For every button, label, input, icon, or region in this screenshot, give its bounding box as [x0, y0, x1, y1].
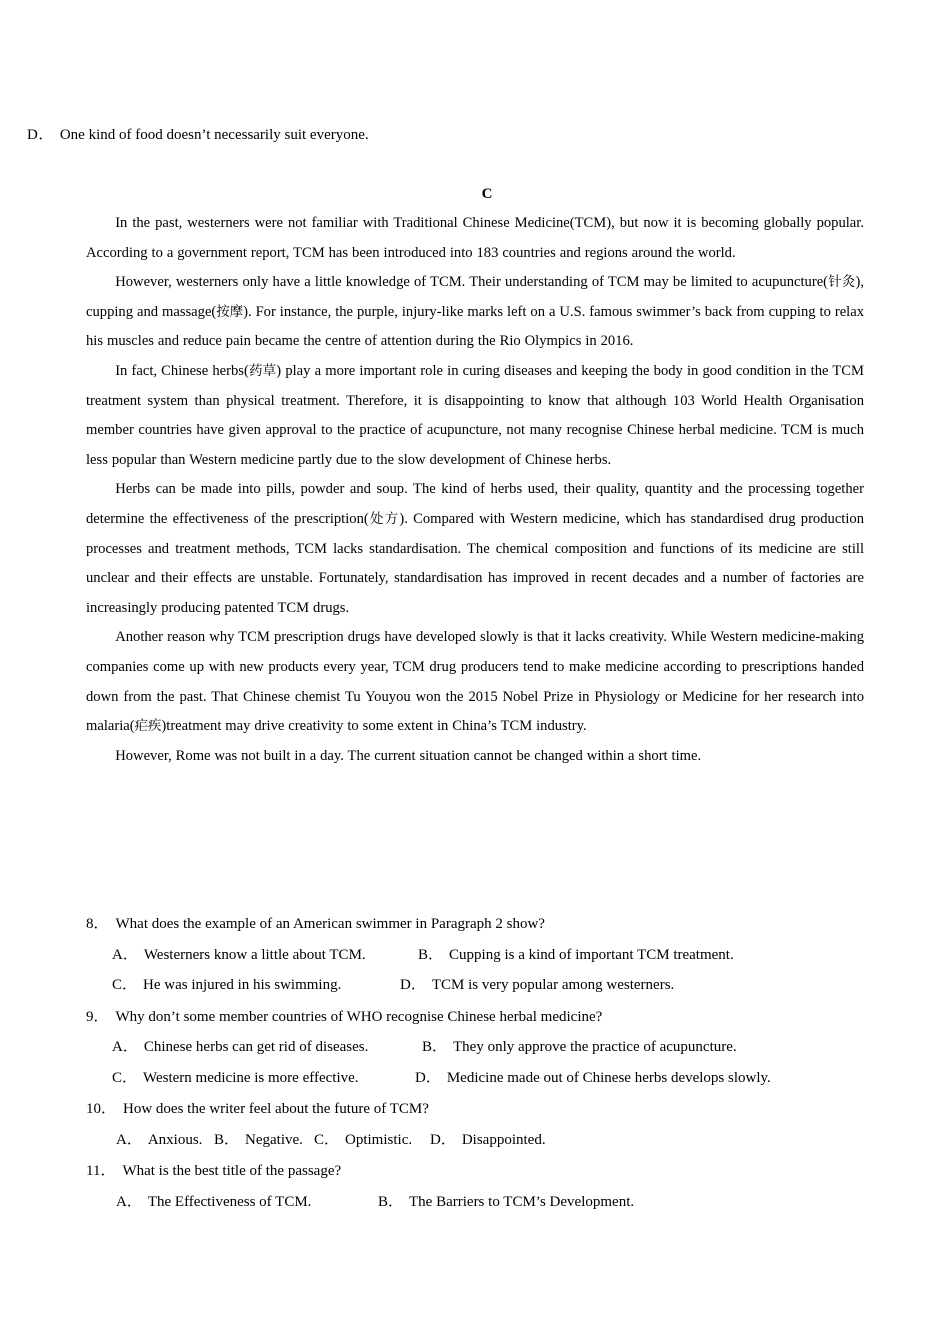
answer-option[interactable]: [422, 1032, 737, 1063]
option-text: One kind of food doesn’t necessarily suit everyone.: [59, 127, 369, 143]
option-text: TCM is very popular among westerners.: [431, 977, 675, 993]
answer-option[interactable]: [430, 1125, 546, 1156]
option-row: [86, 1125, 886, 1156]
option-text: Anxious.: [147, 1131, 203, 1148]
option-letter: C．: [112, 977, 138, 993]
option-letter: A．: [116, 1193, 142, 1210]
passage-paragraph: In the past, westerners were not familiar with Traditional Chinese Medicine(TCM), but now it is becoming globally popular. According to a government report, TCM has been introduced into 183 countries and regions around the world.: [86, 215, 864, 261]
question-block: [86, 1156, 886, 1217]
chinese-gloss: 按摩: [216, 304, 244, 320]
option-letter: D．: [430, 1131, 456, 1148]
answer-option[interactable]: [112, 1032, 368, 1063]
chinese-gloss: 处方: [368, 511, 400, 527]
option-text: Chinese herbs can get rid of diseases.: [143, 1039, 369, 1055]
option-text: Cupping is a kind of important TCM treatment.: [449, 946, 734, 963]
answer-option[interactable]: [378, 1187, 634, 1218]
option-letter: B．: [418, 946, 444, 963]
question-block: [86, 1094, 886, 1155]
question-stem: [86, 1156, 886, 1187]
answer-option[interactable]: [418, 940, 734, 971]
passage-paragraph: However, Rome was not built in a day. The current situation cannot be changed within a short time.: [115, 747, 702, 764]
option-letter: D．: [415, 1069, 441, 1086]
question-number: 9．: [86, 1008, 109, 1025]
question-number: 10．: [86, 1101, 117, 1117]
passage-paragraph: Another reason why TCM prescription drugs have developed slowly is that it lacks creativity. While Western medicine-making companies come up with new products every year, TCM drug producers tend to make medicine according to prescriptions handed down from the past. That Chinese chemist Tu Youyou won the 2015 Nobel Prize in Physiology or Medicine for her research into malaria(疟疾)treatment may drive creativity to some extent in China’s TCM industry.: [86, 629, 864, 735]
question-block: [86, 909, 886, 1001]
passage-paragraph: In fact, Chinese herbs(药草) play a more important role in curing diseases and keeping the body in good condition in the TCM treatment system than physical treatment. Therefore, it is disappointing to know that although 103 World Health Organisation member countries have given approval to the practice of acupuncture, not many recognise Chinese herbal medicine. TCM is much less popular than Western medicine partly due to the slow development of Chinese herbs.: [86, 362, 865, 468]
passage-paragraph: However, westerners only have a little knowledge of TCM. Their understanding of TCM may be limited to acupuncture(针灸), cupping and massage(按摩). For instance, the purple, injury-like marks left on a U.S. famous swimmer’s back from cupping to relax his muscles and reduce pain became the centre of attention during the Rio Olympics in 2016.: [86, 274, 864, 350]
answer-option[interactable]: [214, 1125, 303, 1156]
option-text: Disappointed.: [461, 1131, 546, 1148]
answer-option[interactable]: [112, 940, 366, 971]
option-row: [86, 1032, 886, 1063]
option-text: Westerners know a little about TCM.: [143, 946, 366, 963]
option-letter: B．: [422, 1039, 448, 1055]
option-text: The Effectiveness of TCM.: [147, 1193, 312, 1210]
answer-option[interactable]: [314, 1125, 412, 1156]
answer-option[interactable]: [112, 970, 341, 1001]
option-letter: D．: [27, 127, 54, 143]
option-letter: A．: [112, 946, 138, 963]
reading-passage: [86, 209, 864, 771]
question-number: 8．: [86, 916, 109, 932]
option-row: [86, 1187, 886, 1218]
option-letter: D．: [400, 977, 426, 993]
question-text: What does the example of an American swimmer in Paragraph 2 show?: [115, 916, 545, 932]
option-text: The Barriers to TCM’s Development.: [409, 1193, 635, 1210]
chinese-gloss: 疟疾: [134, 719, 162, 735]
option-row: [86, 1063, 886, 1094]
question-number: 11．: [86, 1163, 116, 1179]
option-text: They only approve the practice of acupuncture.: [453, 1039, 737, 1055]
answer-option[interactable]: [116, 1125, 202, 1156]
question-block: [86, 1002, 886, 1094]
question-text: Why don’t some member countries of WHO recognise Chinese herbal medicine?: [115, 1008, 603, 1025]
answer-option[interactable]: [112, 1063, 359, 1094]
option-text: Negative.: [245, 1131, 303, 1148]
chinese-gloss: 药草: [248, 363, 277, 379]
question-stem: [86, 909, 886, 940]
option-row: [86, 940, 886, 971]
chinese-gloss: 针灸: [828, 275, 856, 291]
stray-option-line: [27, 124, 369, 146]
option-text: He was injured in his swimming.: [143, 977, 342, 993]
answer-option[interactable]: [116, 1187, 311, 1218]
option-letter: C．: [112, 1069, 138, 1086]
questions-list: [86, 909, 886, 1218]
question-stem: [86, 1002, 886, 1033]
option-letter: A．: [112, 1039, 138, 1055]
answer-option[interactable]: [400, 970, 674, 1001]
question-stem: [86, 1094, 886, 1125]
option-letter: B．: [378, 1193, 404, 1210]
option-text: Medicine made out of Chinese herbs develops slowly.: [446, 1069, 771, 1086]
option-letter: C．: [314, 1131, 340, 1148]
question-text: How does the writer feel about the future of TCM?: [123, 1101, 429, 1117]
answer-option[interactable]: [415, 1063, 771, 1094]
option-text: Optimistic.: [345, 1131, 413, 1148]
option-letter: A．: [116, 1131, 142, 1148]
option-text: Western medicine is more effective.: [143, 1069, 359, 1086]
option-letter: B．: [214, 1131, 240, 1148]
option-row: [86, 970, 886, 1001]
question-text: What is the best title of the passage?: [122, 1163, 342, 1179]
passage-paragraph: Herbs can be made into pills, powder and soup. The kind of herbs used, their quality, quantity and the processing together determine the effectiveness of the prescription(处方). Compared with Western medicine, which has standardised drug production processes and treatment methods, TCM lacks standardisation. The chemical composition and functions of its medicine are still unclear and their effects are unstable. Fortunately, standardisation has improved in recent decades and a number of factories are increasingly producing patented TCM drugs.: [86, 481, 865, 616]
section-heading: C: [481, 186, 493, 202]
